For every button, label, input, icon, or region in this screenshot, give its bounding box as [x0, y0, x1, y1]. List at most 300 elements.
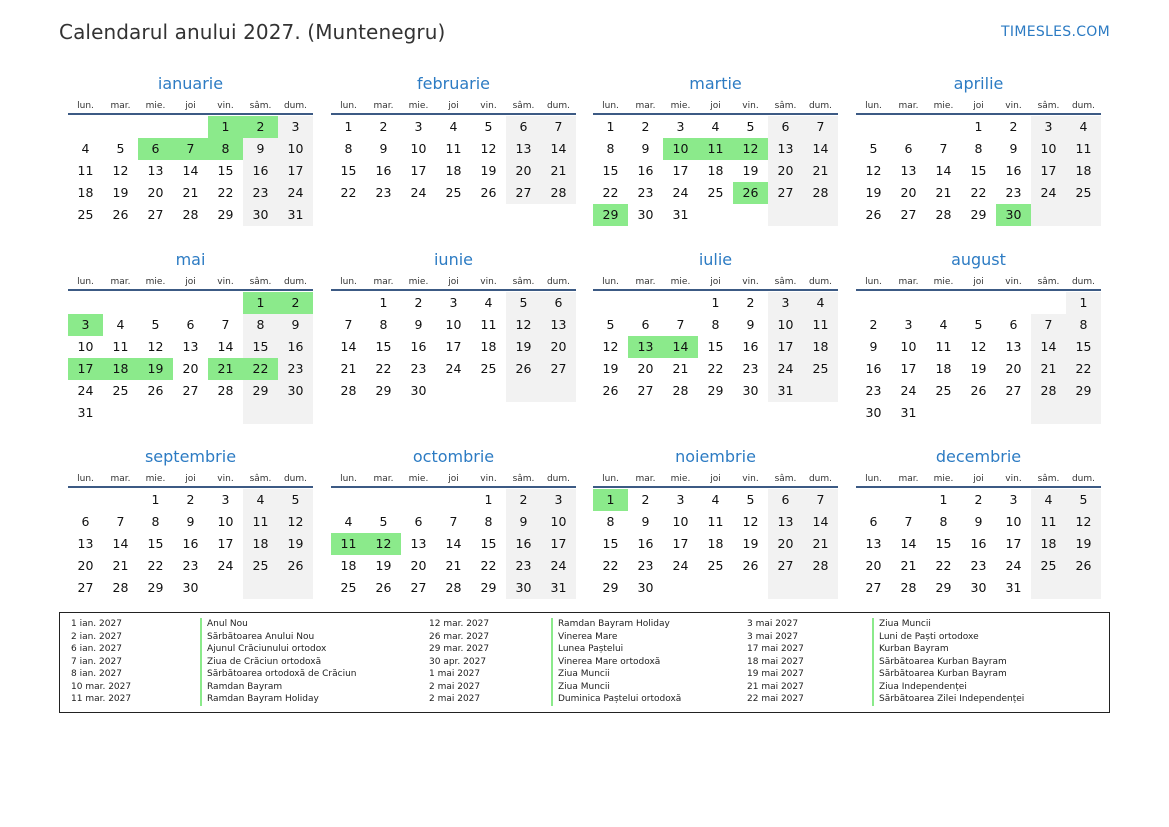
day-cell: 27: [410, 580, 427, 595]
day-cell: 20: [410, 558, 427, 573]
day-cell: 17: [278, 160, 313, 182]
day-cell: 3: [768, 292, 803, 314]
legend-holiday-name: Sărbătoarea Kurban Bayram: [872, 668, 1024, 681]
empty-day-cell: [926, 402, 961, 424]
holiday-day-cell: 7: [173, 138, 208, 160]
day-cell: 15: [935, 536, 952, 551]
weekday-label: mie.: [933, 277, 954, 287]
day-cell: 25: [243, 555, 278, 577]
day-cell: 29: [480, 580, 497, 595]
weekday-label: dum.: [283, 277, 308, 287]
day-cell: 30: [278, 380, 313, 402]
weekday-label: lun.: [602, 277, 619, 287]
week-row: [331, 358, 576, 380]
day-cell: 11: [707, 514, 724, 529]
day-cell: 26: [1066, 555, 1101, 577]
day-cell: 8: [711, 317, 720, 332]
day-cell: 10: [900, 339, 917, 354]
week-row: [593, 533, 838, 555]
day-cell: 26: [112, 207, 129, 222]
day-cell: 18: [1031, 533, 1066, 555]
week-row: [856, 204, 1101, 226]
day-cell: 25: [1031, 555, 1066, 577]
weekday-label: mar.: [898, 101, 919, 111]
day-cell: 21: [900, 558, 917, 573]
weekday-label: vin.: [1005, 277, 1022, 287]
weekday-label: lun.: [865, 474, 882, 484]
month-octombrie: [331, 446, 576, 599]
weekday-label: joi: [185, 474, 196, 484]
empty-day-cell: [663, 292, 698, 314]
day-cell: 29: [147, 580, 164, 595]
legend-date: 22 mai 2027: [747, 694, 804, 704]
day-cell: 3: [676, 119, 685, 134]
month-name: iulie: [698, 250, 733, 269]
weekday-label: vin.: [480, 101, 497, 111]
weekday-label: vin.: [480, 277, 497, 287]
day-cell: 7: [344, 317, 353, 332]
day-cell: 27: [147, 207, 164, 222]
week-row: [68, 402, 313, 424]
day-cell: 31: [77, 405, 94, 420]
weekday-header: [593, 95, 838, 115]
day-cell: 3: [221, 492, 230, 507]
day-cell: 30: [637, 207, 654, 222]
legend-date: 2 mai 2027: [429, 681, 481, 692]
day-cell: 13: [77, 536, 94, 551]
day-cell: 1: [974, 119, 983, 134]
weekday-label: joi: [710, 101, 721, 111]
day-cell: 6: [414, 514, 423, 529]
day-cell: 28: [803, 182, 838, 204]
weekday-label: mar.: [373, 101, 394, 111]
day-cell: 1: [711, 295, 720, 310]
weekday-label: vin.: [1005, 101, 1022, 111]
legend-holiday-name: Ziua de Crăciun ortodoxă: [200, 656, 356, 669]
day-cell: 28: [541, 182, 576, 204]
day-cell: 2: [869, 317, 878, 332]
day-cell: 14: [217, 339, 234, 354]
week-row: [331, 489, 576, 511]
empty-day-cell: [173, 292, 208, 314]
day-cell: 19: [112, 185, 129, 200]
day-cell: 13: [541, 314, 576, 336]
weekday-label: joi: [973, 474, 984, 484]
week-row: [856, 358, 1101, 380]
day-cell: 23: [1005, 185, 1022, 200]
day-cell: 27: [768, 555, 803, 577]
legend-date: 2 ian. 2027: [71, 631, 122, 642]
day-cell: 4: [81, 141, 90, 156]
day-cell: 2: [641, 119, 650, 134]
day-cell: 26: [480, 185, 497, 200]
legend-holiday-name: Ajunul Crăciunului ortodox: [200, 643, 356, 656]
day-cell: 2: [746, 295, 755, 310]
holiday-day-cell: 22: [243, 358, 278, 380]
day-cell: 4: [484, 295, 493, 310]
holiday-day-cell: 21: [208, 358, 243, 380]
day-cell: 25: [707, 558, 724, 573]
day-cell: 25: [480, 361, 497, 376]
week-row: [331, 160, 576, 182]
day-cell: 21: [541, 160, 576, 182]
day-cell: 22: [602, 558, 619, 573]
day-cell: 4: [1031, 489, 1066, 511]
day-cell: 22: [602, 185, 619, 200]
holiday-day-cell: 1: [243, 292, 278, 314]
day-cell: 14: [1031, 336, 1066, 358]
day-cell: 4: [1066, 116, 1101, 138]
day-cell: 26: [865, 207, 882, 222]
day-cell: 15: [243, 336, 278, 358]
weekday-label: dum.: [1071, 101, 1096, 111]
day-cell: 22: [970, 185, 987, 200]
day-cell: 28: [340, 383, 357, 398]
day-cell: 30: [182, 580, 199, 595]
empty-day-cell: [366, 489, 401, 511]
day-cell: 31: [278, 204, 313, 226]
week-row: [593, 314, 838, 336]
weekday-label: sâm.: [249, 101, 272, 111]
day-cell: 17: [410, 163, 427, 178]
holiday-day-cell: 6: [138, 138, 173, 160]
month-mai: [68, 249, 313, 424]
weekday-label: mar.: [110, 277, 131, 287]
holiday-day-cell: 11: [331, 533, 366, 555]
holiday-day-cell: 13: [628, 336, 663, 358]
week-row: [331, 138, 576, 160]
month-februarie: [331, 73, 576, 204]
day-cell: 30: [970, 580, 987, 595]
legend-holiday-name: Ramdan Bayram: [200, 681, 356, 694]
day-cell: 26: [742, 558, 759, 573]
legend-holiday-name: Ziua Muncii: [551, 668, 681, 681]
legend-date: 30 apr. 2027: [429, 656, 487, 667]
empty-day-cell: [103, 292, 138, 314]
day-cell: 25: [707, 185, 724, 200]
month-iulie: [593, 249, 838, 402]
day-cell: 9: [506, 511, 541, 533]
weekday-label: joi: [973, 101, 984, 111]
day-cell: 7: [939, 141, 948, 156]
day-cell: 8: [344, 141, 353, 156]
day-cell: 2: [974, 492, 983, 507]
day-cell: 15: [970, 163, 987, 178]
day-cell: 28: [935, 207, 952, 222]
week-row: [68, 511, 313, 533]
day-cell: 22: [480, 558, 497, 573]
week-row: [68, 116, 313, 138]
day-cell: 17: [541, 533, 576, 555]
weekday-header: [68, 95, 313, 115]
day-cell: 8: [151, 514, 160, 529]
day-cell: 5: [746, 492, 755, 507]
day-cell: 13: [768, 511, 803, 533]
weekday-label: sâm.: [774, 101, 797, 111]
empty-day-cell: [331, 292, 366, 314]
week-row: [68, 577, 313, 599]
week-row: [856, 182, 1101, 204]
weekday-label: vin.: [742, 474, 759, 484]
month-name: mai: [175, 250, 206, 269]
day-cell: 24: [541, 555, 576, 577]
holiday-day-cell: 11: [698, 138, 733, 160]
day-cell: 13: [182, 339, 199, 354]
brand-link[interactable]: TIMESLES.COM: [1001, 24, 1110, 40]
day-cell: 1: [344, 119, 353, 134]
holiday-day-cell: 14: [663, 336, 698, 358]
empty-day-cell: [138, 402, 173, 424]
day-cell: 18: [1066, 160, 1101, 182]
day-cell: 17: [217, 536, 234, 551]
weekday-label: sâm.: [1037, 101, 1060, 111]
day-cell: 15: [147, 536, 164, 551]
legend-holiday-name: Ramdan Bayram Holiday: [200, 693, 356, 706]
weekday-header: [331, 95, 576, 115]
day-cell: 2: [506, 489, 541, 511]
day-cell: 15: [707, 339, 724, 354]
empty-day-cell: [1031, 292, 1066, 314]
day-cell: 26: [602, 383, 619, 398]
month-ianuarie: [68, 73, 313, 226]
weekday-label: sâm.: [774, 277, 797, 287]
day-cell: 5: [151, 317, 160, 332]
day-cell: 9: [1009, 141, 1018, 156]
day-cell: 23: [182, 558, 199, 573]
weekday-label: dum.: [546, 277, 571, 287]
weekday-label: dum.: [283, 101, 308, 111]
day-cell: 10: [217, 514, 234, 529]
day-cell: 29: [1066, 380, 1101, 402]
weekday-label: lun.: [865, 101, 882, 111]
weekday-label: vin.: [217, 277, 234, 287]
weekday-label: mie.: [933, 474, 954, 484]
day-cell: 18: [445, 163, 462, 178]
legend-holiday-name: Vinerea Mare ortodoxă: [551, 656, 681, 669]
holiday-day-cell: 1: [593, 489, 628, 511]
empty-day-cell: [996, 402, 1031, 424]
day-cell: 12: [506, 314, 541, 336]
day-cell: 25: [112, 383, 129, 398]
day-cell: 30: [742, 383, 759, 398]
day-cell: 16: [865, 361, 882, 376]
month-august: [856, 249, 1101, 424]
weekday-label: dum.: [546, 474, 571, 484]
empty-day-cell: [733, 204, 768, 226]
empty-day-cell: [68, 292, 103, 314]
weekday-header: [68, 271, 313, 291]
day-cell: 28: [182, 207, 199, 222]
day-cell: 21: [935, 185, 952, 200]
day-cell: 24: [77, 383, 94, 398]
weekday-label: mie.: [408, 277, 429, 287]
weekday-label: mar.: [635, 474, 656, 484]
week-row: [331, 533, 576, 555]
day-cell: 17: [1005, 536, 1022, 551]
day-cell: 9: [278, 314, 313, 336]
day-cell: 8: [974, 141, 983, 156]
day-cell: 5: [116, 141, 125, 156]
day-cell: 2: [641, 492, 650, 507]
day-cell: 21: [112, 558, 129, 573]
day-cell: 28: [900, 580, 917, 595]
day-cell: 9: [379, 141, 388, 156]
weekday-label: vin.: [1005, 474, 1022, 484]
day-cell: 16: [637, 536, 654, 551]
month-decembrie: [856, 446, 1101, 599]
day-cell: 24: [672, 185, 689, 200]
week-row: [856, 116, 1101, 138]
week-row: [68, 533, 313, 555]
day-cell: 4: [116, 317, 125, 332]
day-cell: 8: [939, 514, 948, 529]
legend-holiday-name: Ramdan Bayram Holiday: [551, 618, 681, 631]
empty-day-cell: [331, 489, 366, 511]
day-cell: 20: [541, 336, 576, 358]
weekday-label: dum.: [808, 101, 833, 111]
empty-day-cell: [768, 204, 803, 226]
day-cell: 14: [803, 138, 838, 160]
weekday-label: vin.: [480, 474, 497, 484]
week-row: [68, 380, 313, 402]
day-cell: 31: [1005, 580, 1022, 595]
day-cell: 5: [484, 119, 493, 134]
week-row: [593, 336, 838, 358]
day-cell: 23: [375, 185, 392, 200]
weekday-label: mar.: [898, 277, 919, 287]
day-cell: 17: [768, 336, 803, 358]
day-cell: 3: [1031, 116, 1066, 138]
day-cell: 1: [1066, 292, 1101, 314]
day-cell: 17: [900, 361, 917, 376]
empty-day-cell: [401, 489, 436, 511]
empty-day-cell: [103, 116, 138, 138]
legend-name-column: [200, 618, 356, 706]
empty-day-cell: [996, 292, 1031, 314]
day-cell: 19: [375, 558, 392, 573]
day-cell: 31: [900, 405, 917, 420]
empty-day-cell: [173, 402, 208, 424]
day-cell: 6: [506, 116, 541, 138]
weekday-label: sâm.: [774, 474, 797, 484]
day-cell: 16: [637, 163, 654, 178]
holiday-day-cell: 26: [733, 182, 768, 204]
day-cell: 28: [803, 555, 838, 577]
day-cell: 16: [182, 536, 199, 551]
weekday-label: mar.: [110, 474, 131, 484]
day-cell: 12: [742, 514, 759, 529]
legend-holiday-name: Ziua Muncii: [551, 681, 681, 694]
legend-date-column: [71, 618, 131, 706]
day-cell: 14: [340, 339, 357, 354]
day-cell: 23: [506, 555, 541, 577]
weekday-label: lun.: [340, 277, 357, 287]
month-name: septembrie: [144, 447, 237, 466]
day-cell: 16: [506, 533, 541, 555]
holiday-day-cell: 12: [733, 138, 768, 160]
weekday-label: lun.: [340, 101, 357, 111]
day-cell: 23: [637, 185, 654, 200]
day-cell: 5: [869, 141, 878, 156]
holiday-day-cell: 18: [103, 358, 138, 380]
day-cell: 31: [541, 577, 576, 599]
day-cell: 11: [935, 339, 952, 354]
day-cell: 1: [484, 492, 493, 507]
legend-name-column: [551, 618, 681, 706]
weekday-label: mie.: [933, 101, 954, 111]
day-cell: 28: [445, 580, 462, 595]
day-cell: 18: [935, 361, 952, 376]
day-cell: 9: [974, 514, 983, 529]
legend-date: 12 mar. 2027: [429, 619, 490, 629]
legend-holiday-name: Luni de Paști ortodoxe: [872, 631, 1024, 644]
weekday-label: sâm.: [1037, 474, 1060, 484]
day-cell: 28: [112, 580, 129, 595]
weekday-label: dum.: [808, 277, 833, 287]
day-cell: 4: [803, 292, 838, 314]
day-cell: 10: [541, 511, 576, 533]
day-cell: 13: [768, 138, 803, 160]
day-cell: 16: [243, 160, 278, 182]
legend-holiday-name: Lunea Paștelui: [551, 643, 681, 656]
day-cell: 24: [217, 558, 234, 573]
week-row: [856, 489, 1101, 511]
day-cell: 17: [445, 339, 462, 354]
month-name: ianuarie: [157, 74, 224, 93]
legend-date: 17 mai 2027: [747, 644, 804, 654]
day-cell: 16: [410, 339, 427, 354]
day-cell: 18: [707, 536, 724, 551]
day-cell: 16: [970, 536, 987, 551]
day-cell: 11: [112, 339, 129, 354]
week-row: [68, 555, 313, 577]
day-cell: 8: [606, 141, 615, 156]
week-row: [593, 204, 838, 226]
day-cell: 23: [243, 182, 278, 204]
empty-day-cell: [278, 402, 313, 424]
week-row: [331, 116, 576, 138]
week-row: [856, 555, 1101, 577]
legend-holiday-name: Sărbătoarea Zilei Independenței: [872, 693, 1024, 706]
day-cell: 12: [480, 141, 497, 156]
week-row: [593, 555, 838, 577]
holiday-day-cell: 1: [208, 116, 243, 138]
day-cell: 26: [278, 555, 313, 577]
day-cell: 11: [803, 314, 838, 336]
week-row: [593, 511, 838, 533]
empty-day-cell: [1066, 577, 1101, 599]
day-cell: 7: [803, 489, 838, 511]
day-cell: 3: [414, 119, 423, 134]
weekday-label: mie.: [670, 474, 691, 484]
week-row: [856, 380, 1101, 402]
weekday-label: sâm.: [249, 277, 272, 287]
empty-day-cell: [541, 380, 576, 402]
weekday-label: dum.: [1071, 277, 1096, 287]
empty-day-cell: [926, 292, 961, 314]
day-cell: 20: [865, 558, 882, 573]
day-cell: 21: [340, 361, 357, 376]
empty-day-cell: [208, 292, 243, 314]
day-cell: 27: [182, 383, 199, 398]
weekday-label: lun.: [77, 277, 94, 287]
week-row: [593, 116, 838, 138]
legend-holiday-name: Sărbătoarea Kurban Bayram: [872, 656, 1024, 669]
day-cell: 22: [1066, 358, 1101, 380]
day-cell: 7: [803, 116, 838, 138]
day-cell: 22: [375, 361, 392, 376]
day-cell: 26: [147, 383, 164, 398]
